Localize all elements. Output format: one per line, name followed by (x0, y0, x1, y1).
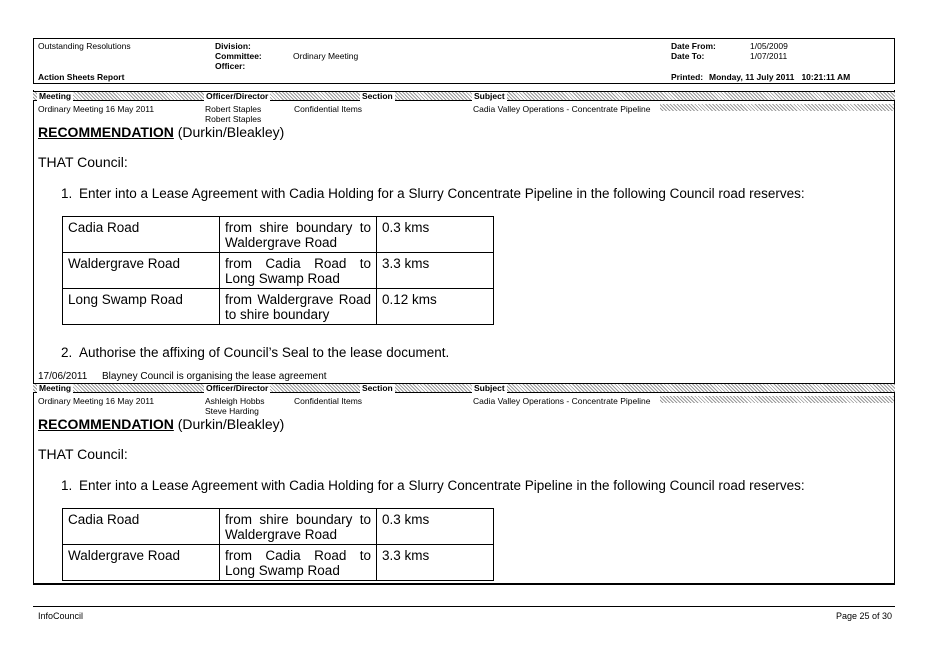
date-from-value: 1/05/2009 (750, 41, 788, 51)
entry-meeting: Ordinary Meeting 16 May 2011 (38, 396, 155, 406)
officer-label: Officer: (215, 61, 246, 71)
frame-left (33, 90, 34, 584)
road-name: Waldergrave Road (63, 545, 220, 581)
road-length: 0.12 kms (377, 289, 494, 325)
col-meeting: Meeting (39, 383, 72, 393)
date-to-label: Date To: (671, 51, 705, 61)
col-meeting: Meeting (39, 91, 72, 101)
col-subject: Subject (474, 91, 505, 101)
entry-meeting: Ordinary Meeting 16 May 2011 (38, 104, 155, 114)
col-officer: Officer/Director (206, 91, 269, 101)
road-length: 0.3 kms (377, 509, 494, 545)
frame-bottom (33, 583, 895, 585)
road-table (62, 216, 494, 325)
road-extent: from Cadia Road to Long Swamp Road (220, 545, 377, 581)
entry-section: Confidential Items (294, 396, 363, 406)
entry-officer: Ashleigh Hobbs (205, 396, 265, 406)
committee-value: Ordinary Meeting (293, 51, 359, 61)
report-subtitle: Action Sheets Report (38, 72, 125, 82)
column-header-bar (33, 91, 895, 101)
frame-right (894, 90, 895, 584)
date-to-value: 1/07/2011 (750, 51, 788, 61)
item-1-text: Enter into a Lease Agreement with Cadia Holding for a Slurry Concentrate Pipeline in the following Council road reserves: (79, 478, 805, 493)
column-header-bar (33, 383, 895, 393)
road-length: 3.3 kms (377, 545, 494, 581)
committee-label: Committee: (215, 51, 262, 61)
road-name: Cadia Road (63, 217, 220, 253)
col-section: Section (362, 383, 393, 393)
road-extent: from Cadia Road to Long Swamp Road (220, 253, 377, 289)
recommendation-heading (38, 124, 284, 140)
recommendation-label: RECOMMENDATION (38, 124, 174, 140)
report-title: Outstanding Resolutions (38, 41, 131, 51)
footer-rule (33, 606, 895, 607)
col-section: Section (362, 91, 393, 101)
table-row (63, 509, 494, 545)
entry-section: Confidential Items (294, 104, 363, 114)
road-length: 0.3 kms (377, 217, 494, 253)
entry-subject: Cadia Valley Operations - Concentrate Pipeline (473, 396, 651, 406)
item-1-text: Enter into a Lease Agreement with Cadia Holding for a Slurry Concentrate Pipeline in the following Council road reserves: (79, 186, 805, 201)
table-row (63, 253, 494, 289)
col-officer: Officer/Director (206, 383, 269, 393)
recommendation-movers: (Durkin/Bleakley) (173, 416, 285, 432)
road-extent: from shire boundary to Waldergrave Road (220, 509, 377, 545)
entry-director: Robert Staples (205, 114, 262, 124)
recommendation-heading (38, 416, 284, 432)
printed-label: Printed: (671, 72, 704, 82)
entry-officer: Robert Staples (205, 104, 262, 114)
item-1-number: 1. (61, 478, 73, 493)
recommendation-movers: (Durkin/Bleakley) (173, 124, 285, 140)
action-text: Blayney Council is organising the lease agreement (102, 371, 327, 382)
printed-value: Monday, 11 July 2011 10:21:11 AM (709, 72, 851, 82)
page-number: Page 25 of 30 (836, 611, 893, 621)
road-name: Cadia Road (63, 509, 220, 545)
entry-director: Steve Harding (205, 406, 259, 416)
road-name: Waldergrave Road (63, 253, 220, 289)
entry-subject: Cadia Valley Operations - Concentrate Pipeline (473, 104, 651, 114)
footer-brand: InfoCouncil (38, 611, 84, 621)
table-row (63, 545, 494, 581)
division-label: Division: (215, 41, 251, 51)
road-length: 3.3 kms (377, 253, 494, 289)
row-filler (660, 396, 894, 403)
that-council: THAT Council: (38, 154, 128, 170)
table-row (63, 217, 494, 253)
date-from-label: Date From: (671, 41, 716, 51)
that-council: THAT Council: (38, 446, 128, 462)
road-extent: from shire boundary to Waldergrave Road (220, 217, 377, 253)
road-name: Long Swamp Road (63, 289, 220, 325)
table-row (63, 289, 494, 325)
row-filler (660, 104, 894, 111)
item-1-number: 1. (61, 186, 73, 201)
item-2-number: 2. (61, 345, 73, 360)
recommendation-label: RECOMMENDATION (38, 416, 174, 432)
road-table (62, 508, 494, 581)
col-subject: Subject (474, 383, 505, 393)
road-extent: from Waldergrave Road to shire boundary (220, 289, 377, 325)
item-2-text: Authorise the affixing of Council’s Seal to the lease document. (79, 345, 450, 360)
action-date: 17/06/2011 (38, 371, 88, 382)
